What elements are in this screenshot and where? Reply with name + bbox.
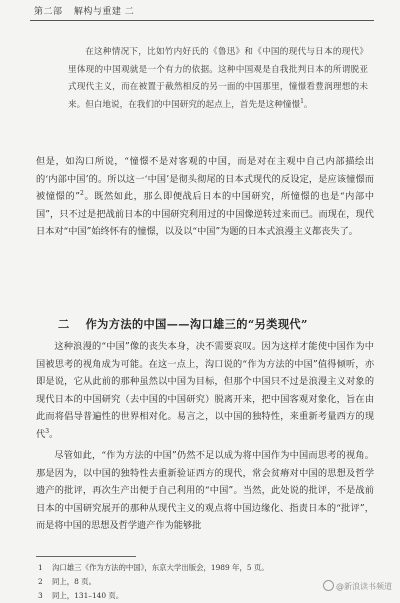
para-line: 国边缘化、指责日本的“批评”，而是将中国的思想及哲学遗产作为能够批 bbox=[36, 502, 374, 532]
footnote-number: 1 bbox=[38, 563, 43, 572]
watermark bbox=[323, 580, 392, 592]
para-line: 以中国的独特性，来重新考量西方的现代 bbox=[36, 411, 375, 440]
para-line: 。既然如此，那么即便战后日本的中国研究， bbox=[83, 191, 281, 203]
footnote bbox=[38, 589, 358, 603]
para-line: 设定，是应该憧憬而被憧憬的” bbox=[36, 173, 374, 203]
para-line: 绘出的‘内部中国’的。所以这一‘中国’是彻头彻尾的日本式现代的反 bbox=[36, 156, 375, 185]
para-line: 国”值得倾听，亦即是说，它从此前的那种虽然以中国为目标，但那个中国 bbox=[36, 358, 375, 388]
footnote-rule bbox=[36, 556, 136, 557]
para-line: “中国”为题的日本式浪漫主义都丧失了。 bbox=[192, 226, 358, 238]
para-line: 但是，如沟口所说，“憧憬不是对客观的中国，而是对在主观中自己内部描 bbox=[36, 156, 356, 167]
paragraph-1 bbox=[36, 153, 374, 241]
para-line: 此处说的批评，不是战前日本的中国研究展开的那种从现代主义的观点将中 bbox=[36, 485, 374, 514]
footnote-text: 沟口雄三《作为方法的中国》，东京大学出版会，1989 年，5 页。 bbox=[52, 563, 269, 572]
footnote-ref: 1 bbox=[300, 97, 304, 105]
footnote bbox=[38, 575, 358, 589]
header-title: 解构与重建 二 bbox=[73, 7, 135, 17]
footnote-text: 同上，131–140 页。 bbox=[52, 591, 124, 600]
block-quote: 在这种情况下，比如竹内好氏的《鲁迅》和《中国的现代与日本的现代》里体现的中国观就是一个有力的依据。这种中国观是自我批判日本的所谓脱亚式现代主义，而在被置于截然相反的另一面的中国那里，憧憬看豊润理想的未来。但白地说，在我们的中国研究的起点上，首先是这种憧憬$^1$。 bbox=[68, 47, 368, 110]
watermark-text: @新浪读书频道 bbox=[336, 582, 392, 591]
quote-line: 本的所谓脱亚式现代主义，而在被置于截然相反的另一面的中国那里， bbox=[68, 64, 368, 93]
para-line: 中国的思想及哲学遗产的批评，再次生产出便于自己利用的“中国”。当然， bbox=[36, 467, 375, 497]
quote-line: 现代》里体现的中国观就是一个有力的依据。这种中国观是自我批判日 bbox=[68, 47, 368, 75]
footnote-text: 同上，8 页。 bbox=[52, 577, 97, 586]
section-title: 作为方法的中国——沟口雄三的“另类现代” bbox=[85, 317, 308, 331]
running-header bbox=[34, 4, 374, 17]
footnotes bbox=[38, 561, 358, 603]
para-line: 只不过是浪漫主义对象的现代日本的中国研究（去中国的中国研究）脱离 bbox=[36, 376, 375, 405]
header-part: 第二部 bbox=[34, 7, 63, 17]
paragraph-2: 这种浪漫的“中国”像的丧失本身，决不需要哀叹。因为这样才能使中国作为中国被思考的视角成为可能。在这一点上，沟口说的“作为方法的中国”值得倾听，亦即是说，它从此前的那种虽然以中国为目标，但那个中国只不过是浪漫主义对象的现代日本的中国研究（去中国的中国研究）脱离开来，把中国客观对象化，旨在由此而将倡导普遍性的世界相对化。易言之，以中国的独特性，来重新考量西方的现代$^3$。 bbox=[36, 341, 375, 440]
para-line: 国作为中国被思考的视角成为可能。在这一点上，沟口说的“作为方法的中 bbox=[36, 341, 374, 370]
header-rule bbox=[30, 20, 374, 21]
footnote-number: 2 bbox=[38, 577, 43, 586]
footnote bbox=[38, 561, 358, 575]
para-line: 的视角。那是因为，以中国的独特性去重新验证西方的现代，常会贫瘠对 bbox=[36, 450, 374, 479]
quote-line: 在这种情况下，比如竹内好氏的《鲁迅》和《中国的现代与日本的 bbox=[85, 47, 342, 57]
para-line: 所憧憬的也是“内部中国”，只不过是把战前日本的中国研究利用过的中国 bbox=[36, 191, 375, 220]
footnote-number: 3 bbox=[38, 591, 43, 600]
footnote-ref: 3 bbox=[45, 427, 50, 435]
para-line: 开来，把中国客观对象化，旨在由此而将倡导普遍性的世界相对化。易言之， bbox=[36, 393, 375, 423]
para-line: 尽管如此，“作为方法的中国”仍然不足以成为将中国作为中国而思考 bbox=[54, 450, 337, 461]
quote-line: 憧憬看豊润理想的未来。但白地说，在我们的中国研究的起点上，首先 bbox=[68, 82, 368, 110]
weibo-icon bbox=[323, 580, 334, 591]
para-line: 像逆转过来而已。而现在，现代日本对“中国”始终怀有的憧憬，以及以 bbox=[36, 208, 374, 238]
section-number: 二 bbox=[58, 317, 70, 331]
para-line: 这种浪漫的“中国”像的丧失本身，决不需要哀叹。因为这样才能使中 bbox=[54, 341, 337, 352]
paragraph-3 bbox=[36, 447, 374, 535]
quote-line: 是这种憧憬 bbox=[257, 99, 301, 110]
footnote-ref: 2 bbox=[80, 190, 84, 198]
section-heading bbox=[58, 316, 378, 332]
